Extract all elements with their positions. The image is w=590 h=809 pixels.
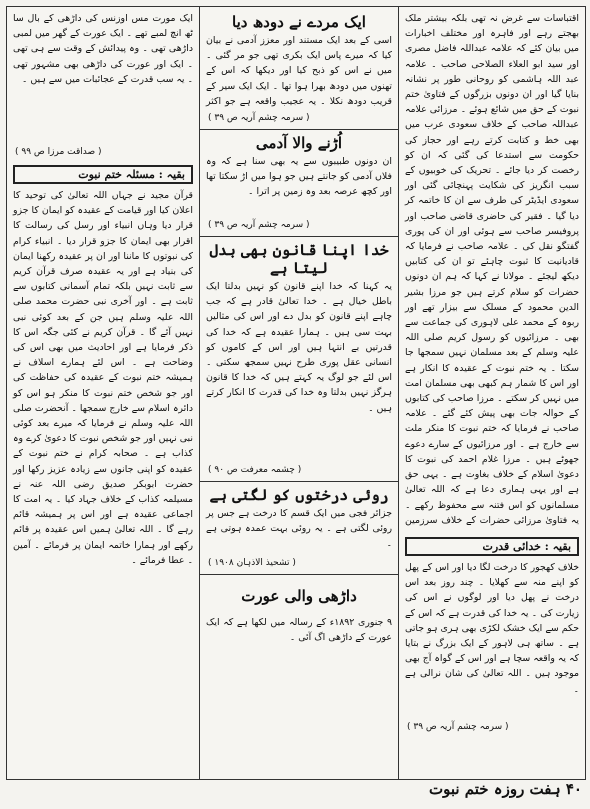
left-box-heading — [13, 165, 193, 184]
divider-3 — [200, 481, 398, 482]
middle-column — [199, 7, 398, 779]
para-cotton-on-trees: جزائر فجی میں ایک قسم کا درخت ہے جس پر روئی لگتی ہے ۔ یہ روئی بہت عمدہ ہوتی ہے ۔ — [206, 508, 392, 550]
para-dead-gave-milk: اسی کے بعد ایک مستند اور معزز آدمی نے بیان کیا کہ میرے پاس ایک بکری تھی جو مر گئی ۔ میں نے اس کو ذبح کیا اور دیکھا کہ اس کے تھنوں میں دودھ بھرا ہوا تھا ۔ ایک ایک سیر کے قریب دودھ نکلا ۔ یہ عجیب واقعہ ہے جو اکثر — [206, 35, 392, 107]
left-body-text: قرآن مجید نے جہاں اللہ تعالیٰ کی توحید کا اعلان کیا اور قیامت کے عقیدہ کو ایمان کا جزو قرار دیا وہاں انبیاء اور رسل کی رسالت کا اقرار بھی ایمان کا جزو قرار دیا ۔ انبیاء کرام کی نبوتوں کا ماننا اور ان پر عقیدہ رکھنا ایمان کی بنیاد ہے اور یہ عقیدہ صرف قرآن کریم سے ثابت نہیں بلکہ تمام آسمانی کتابوں سے ثابت ہے ۔ اور آخری نبی حضرت محمد صلی اللہ علیہ وسلم ہیں جن کے بعد کوئی نبی نہیں آئے گا ۔ قرآن کریم نے کئی جگہ اس کا ذکر فرمایا ہے اور احادیث میں بھی اس کی وضاحت ہے ۔ اس لئے ہمارے اسلاف نے ہمیشہ ختم نبوت کے عقیدہ کی حفاظت کی اور جو شخص ختم نبوت کا منکر ہو اس کو دائرہ اسلام سے خارج سمجھا ۔ آنحضرت صلی اللہ علیہ وسلم نے فرمایا کہ میرے بعد کوئی نبی نہیں اور جو شخص نبوت کا دعویٰ کرے وہ کذاب ہے ۔ صحابہ کرام نے ختم نبوت کے عقیدہ کو اپنی جانوں سے زیادہ عزیز رکھا اور حضرت ابوبکر صدیق رضی اللہ عنہ نے مسیلمہ کذاب کے خلاف جہاد کیا ۔ یہ امت کا اجماعی عقیدہ ہے اور اس پر ہمیشہ قائم رہے گا ۔ اللہ تعالیٰ ہمیں اس عقیدہ پر قائم رکھے اور ہمارا خاتمہ ایمان پر فرمائے ۔ آمین ۔ عطا فرمائے ۔ — [13, 190, 193, 566]
source-1: ( سرمہ چشم آریہ ص ۳۹ ) — [208, 113, 310, 123]
page-footer: ۴۰ ہفت روزہ ختم نبوت — [429, 780, 582, 798]
right-box-source: ( سرمہ چشم آریہ ص ۳۹ ) — [407, 722, 509, 732]
right-box-heading — [405, 537, 579, 556]
right-box-title: بقیہ : خدائی قدرت — [482, 540, 571, 553]
para-god-changes-law: یہ کہنا کہ خدا اپنے قانون کو نہیں بدلتا ایک باطل خیال ہے ۔ خدا تعالیٰ قادر ہے کہ جب چاہے اپنے قانون کو بدل دے اور اس کی مثالیں بہت سی ہیں ۔ ہمارا عقیدہ ہے کہ خدا کی قدرتیں بے انتہا ہیں اور اس کے کاموں کو انسانی عقل پوری طرح نہیں سمجھ سکتی ۔ اس لئے جو لوگ یہ کہتے ہیں کہ خدا کا قانون ہرگز نہیں بدلتا وہ خدا کی قدرت کا انکار کرتے ہیں ۔ — [206, 281, 392, 414]
source-3: ( چشمہ معرفت ص ۹۰ ) — [208, 465, 302, 475]
left-box-title: بقیہ : مسئلہ ختم نبوت — [78, 168, 185, 181]
left-top-text: ایک مورت مس اوزنس کی داڑھی کے بال سا ٹھ انچ لمبے تھے ۔ ایک عورت کے گھر میں لمبی داڑھی تھی ۔ وہ پیدائش کے وقت سے ہی تھی ۔ ایک اور عورت کی داڑھی بھی مشہور تھی ۔ یہ سب قدرت کے عجائبات میں سے ہیں ۔ — [13, 13, 193, 85]
heading-god-changes-law: خدا اپنا قانون بھی بدل لیتا ہے — [209, 241, 389, 277]
heading-flying-man: اُڑنے والا آدمی — [255, 134, 343, 152]
para-bearded-woman: ۹ جنوری ۱۸۹۲ء کے رسالہ میں لکھا ہے کہ ایک عورت کے داڑھی اگ آئی ۔ — [206, 617, 393, 644]
newspaper-page — [6, 6, 586, 780]
heading-dead-gave-milk: ایک مردے نے دودھ دیا — [232, 13, 366, 31]
divider-4 — [200, 574, 398, 575]
divider-1 — [200, 129, 398, 130]
heading-bearded-woman: داڑھی والی عورت — [241, 587, 357, 605]
source-2: ( سرمہ چشم آریہ ص ۳۹ ) — [208, 220, 310, 230]
para-flying-man: ان دونوں طبیبوں سے یہ بھی سنا ہے کہ وہ فلاں آدمی کو جانتے ہیں جو ہوا میں اڑ سکتا تھا اور کچھ عرصہ بعد وہ زمین پر اترا ۔ — [206, 156, 392, 198]
right-column — [398, 7, 585, 779]
left-column — [7, 7, 199, 779]
right-article-text: اقتباسات سے غرض نہ تھی بلکہ بیشتر ملک بھجتے رہے اور فاہرہ اور مختلف اخبارات میں بیان کئے کہ علامہ عبداللہ فاضل مصری اور سید ابو العلاء الصلاحی صاحب ۔ علامہ عبد اللہ ہاشمی کو روحانی طور پر نشانہ بنایا گیا اور ان دونوں بزرگوں کے فتاویٰ ختم نبوت کے حق میں شائع ہوئے ۔ مرزائی علامہ عبداللہ صاحب کے خلاف سعودی عرب میں بھی خط و کتابت کرتے رہے اور حجاز کی حکومت سے استدعا کی گئی کہ ان کو رخصت کر دیا جائے ۔ تحریک کی خوبیوں کے سبب انگریز کی شکایت پہنچائی گئی اور سعودی ایڈیٹر کی طرف سے ان کا خاتمہ کر دیا گیا ۔ فقیر کی حاضری قاضی صاحب اور پروفیسر صاحب سے ہوئی اور ان کی پوری گفتگو نقل کی ۔ علامہ صاحب نے فرمایا کہ قادیانیت کا ثبوت چاہئے تو ان کی کتابیں دیکھ لیجئے ۔ مولانا نے کہا کہ ہم ان دونوں حضرات کو سلام کرتے ہیں جو مرزا بشیر الدین محمود کے مسلک سے بیزار تھے اور ربوہ کے محمد علی لاہوری کی جماعت سے بھی ۔ مرزائیوں کو رسول کریم صلی اللہ علیہ وسلم کے بعد مسلمان نہیں سمجھا جا سکتا ۔ یہ ختم نبوت کے عقیدہ کا انکار ہے اور اس کا شمار ہم کبھی بھی مسلمان امت میں نہیں کر سکتے ۔ مرزا صاحب کی کتابوں کے حوالہ جات بھی پیش کئے گئے ۔ علامہ صاحب نے فرمایا کہ ختم نبوت کا منکر ملت سے خارج ہے ۔ اور مرزائیوں کے سارے دعوے جھوٹے ہیں ۔ مرزا غلام احمد کی نبوت کا دعویٰ اسلام کے خلاف بغاوت ہے ۔ یہی حق ہے اور یہی ہماری دعا ہے کہ اللہ تعالیٰ مسلمانوں کو اس فتنہ سے محفوظ رکھے ۔ یہ فتاویٰ مرزائی حضرات کے خلاف سرزمین — [405, 13, 579, 526]
left-top-source: ( صداقت مرزا ص ۹۹ ) — [15, 147, 102, 157]
heading-cotton-on-trees: روئی درختوں کو لگتی ہے — [209, 486, 389, 504]
divider-2 — [200, 236, 398, 237]
source-4: ( تشحیذ الاذہان ۱۹۰۸ ) — [208, 558, 296, 568]
right-box-text: خلاف کھجور کا درخت لگا دیا اور اس کے پھل کو اپنے منہ سے کھلایا ۔ چند روز بعد اس درخت نے پھل دیا اور لوگوں نے اس کی زیارت کی ۔ یہ خدا کی قدرت ہے کہ اس کے حکم سے ایک خشک لکڑی بھی ہری ہو جاتی ہے ۔ ساتھ ہی لاہور کے ایک بزرگ نے بتایا کہ یہ واقعہ سچا ہے اور اس کے گواہ آج بھی موجود ہیں ۔ اللہ تعالیٰ کی شان نرالی ہے ۔ — [405, 562, 579, 695]
